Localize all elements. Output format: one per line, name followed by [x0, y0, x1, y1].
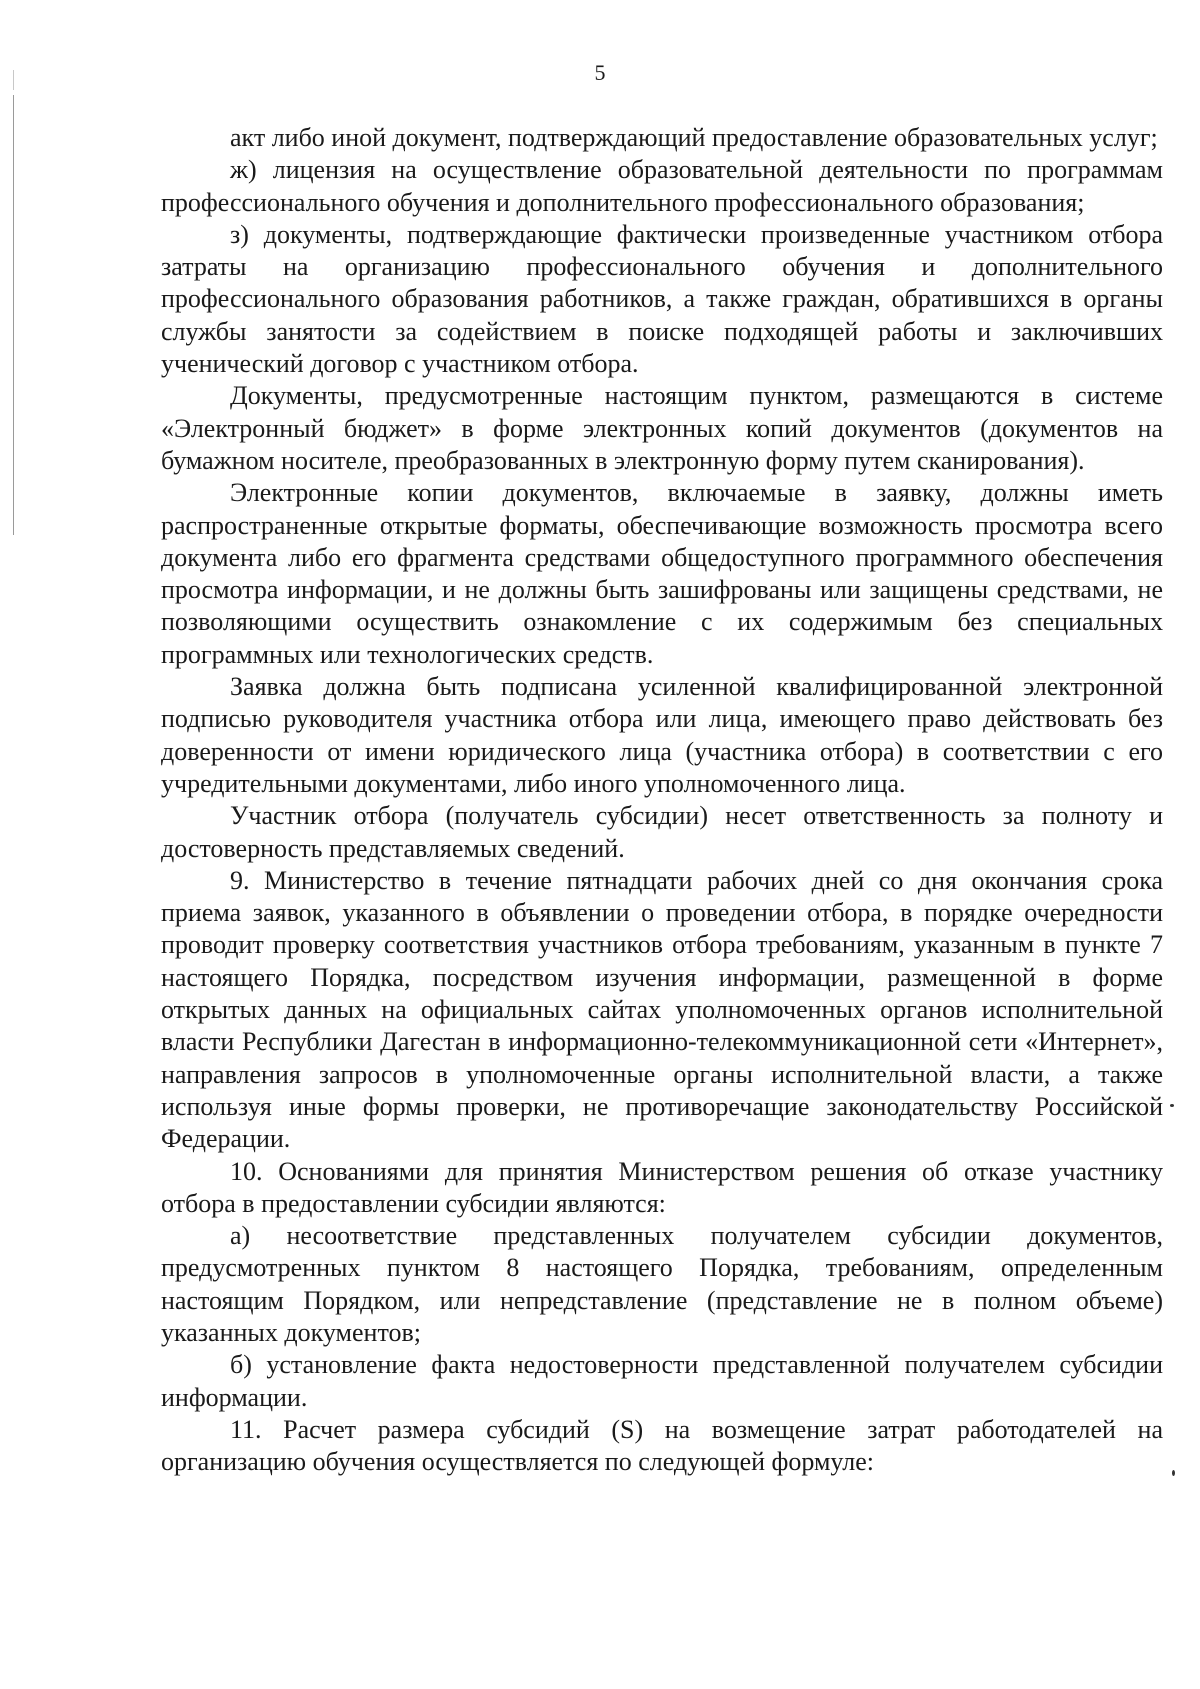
paragraph: Заявка должна быть подписана усиленной квалифицированной электронной подписью руководителя участника отбора или лица, имеющего право действовать без доверенности от имени юридического лица (участника отбора) в соответствии с его учредительными документами, либо иного уполномоченного лица.	[161, 672, 1163, 798]
paragraph: 11. Расчет размера субсидий (S) на возмещение затрат работодателей на организацию обучения осуществляется по следующей формуле:	[161, 1414, 1163, 1477]
paragraph: акт либо иной документ, подтверждающий предоставление образовательных услуг;	[230, 123, 1158, 152]
paragraph: 10. Основаниями для принятия Министерством решения об отказе участнику отбора в предоставлении субсидии являются:	[161, 1156, 1163, 1218]
scan-speck	[1170, 1104, 1174, 1107]
body-text	[161, 122, 1163, 1478]
paragraph: з) документы, подтверждающие фактически произведенные участником отбора затраты на организацию профессионального обучения и дополнительного профессионального образования работников, а также граждан, обратившихся в органы службы занятости за содействием в поиске подходящей работы и заключивших ученический договор с участником отбора.	[161, 219, 1163, 379]
scan-edge-line	[13, 95, 14, 535]
scan-speck	[1172, 1470, 1175, 1476]
paragraph: а) несоответствие представленных получателем субсидии документов, предусмотренных пунктом 8 настоящего Порядка, требованиям, определенным настоящим Порядком, или непредставление (представление не в полном объеме) указанных документов;	[161, 1221, 1163, 1347]
paragraph: Электронные копии документов, включаемые в заявку, должны иметь распространенные открытые форматы, обеспечивающие возможность просмотра всего документа либо его фрагмента средствами общедоступного программного обеспечения просмотра информации, и не должны быть зашифрованы или защищены средствами, не позволяющими осуществить ознакомление с их содержимым без специальных программных или технологических средств.	[161, 478, 1163, 669]
paragraph: Участник отбора (получатель субсидии) несет ответственность за полноту и достоверность представляемых сведений.	[161, 801, 1163, 863]
paragraph: 9. Министерство в течение пятнадцати рабочих дней со дня окончания срока приема заявок, указанного в объявлении о проведении отбора, в порядке очередности проводит проверку соответствия участников отбора требованиям, указанным в пункте 7 настоящего Порядка, посредством изучения информации, размещенной в форме открытых данных на официальных сайтах уполномоченных органов исполнительной власти Республики Дагестан в информационно-телекоммуникационной сети «Интернет», направления запросов в уполномоченные органы исполнительной власти, а также используя иные формы проверки, не противоречащие законодательству Российской Федерации.	[161, 865, 1163, 1154]
paragraph: Документы, предусмотренные настоящим пунктом, размещаются в системе «Электронный бюджет» в форме электронных копий документов (документов на бумажном носителе, преобразованных в электронную форму путем сканирования).	[161, 381, 1163, 475]
paragraph: ж) лицензия на осуществление образовательной деятельности по программам профессионального обучения и дополнительного профессионального образования;	[161, 155, 1163, 217]
paragraph: б) установление факта недостоверности представленной получателем субсидии информации.	[161, 1350, 1163, 1412]
page-number: 5	[594, 60, 606, 85]
